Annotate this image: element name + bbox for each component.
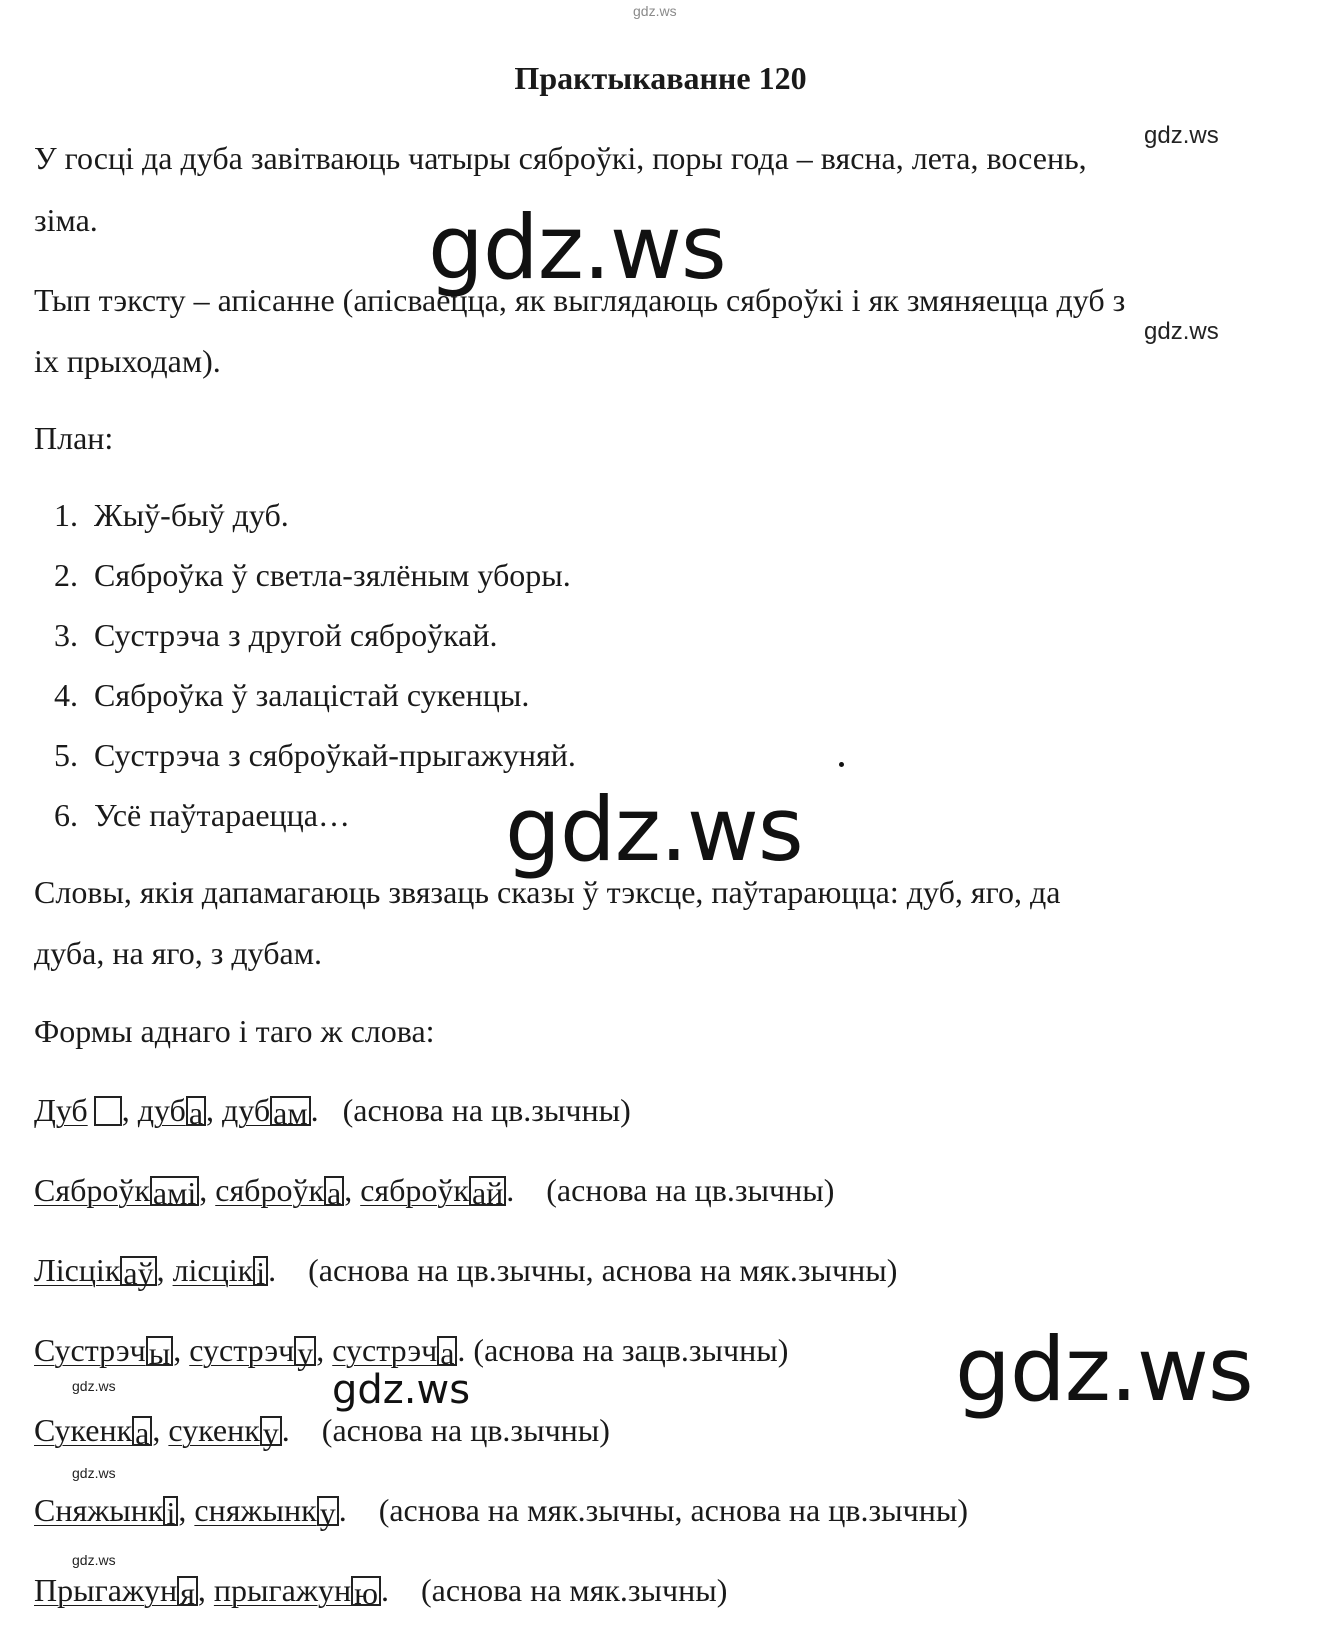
form-note: (аснова на мяк.зычны) bbox=[420, 1572, 728, 1608]
forms-row: Сустрэчы, сустрэчу, сустрэча. (аснова на зацв.зычны) bbox=[34, 1332, 789, 1371]
form-note: (аснова на цв.зычны) bbox=[342, 1092, 631, 1128]
word: дуба bbox=[138, 1092, 206, 1128]
ending-box: у bbox=[260, 1416, 282, 1446]
paragraph-line: дуба, на яго, з дубам. bbox=[34, 935, 322, 971]
page-title: Практыкаванне 120 bbox=[514, 60, 807, 96]
forms-row: Сяброўкамі, сяброўка, сяброўкай. (аснова на цв.зычны) bbox=[34, 1172, 835, 1211]
word: Сустрэчы bbox=[34, 1332, 173, 1368]
paragraph-line: зіма. bbox=[34, 202, 98, 238]
list-item bbox=[34, 677, 529, 714]
watermark-small: gdz.ws bbox=[1144, 318, 1219, 345]
ending-box: а bbox=[437, 1336, 457, 1366]
ending-box-empty bbox=[94, 1096, 122, 1126]
form-note: (аснова на цв.зычны, аснова на мяк.зычны) bbox=[308, 1252, 898, 1288]
ending-box: ам bbox=[270, 1096, 310, 1126]
word: дубам bbox=[222, 1092, 311, 1128]
watermark-small: gdz.ws bbox=[1144, 122, 1219, 149]
list-text: Усё паўтараецца… bbox=[94, 797, 350, 833]
forms-row: Лісцікаў, лісцікі. (аснова на цв.зычны, аснова на мяк.зычны) bbox=[34, 1252, 898, 1291]
watermark-large: gdz.ws bbox=[428, 196, 726, 299]
watermark-tiny: gdz.ws bbox=[72, 1465, 116, 1481]
word: сяброўка bbox=[215, 1172, 344, 1208]
ending-box: я bbox=[177, 1576, 198, 1606]
forms-label: Формы аднаго і таго ж слова: bbox=[34, 1013, 435, 1049]
watermark-large: gdz.ws bbox=[505, 778, 803, 881]
word: лісцікі bbox=[173, 1252, 269, 1288]
watermark-large: gdz.ws bbox=[955, 1318, 1253, 1421]
word: прыгажуню bbox=[214, 1572, 381, 1608]
ending-box: у bbox=[294, 1336, 316, 1366]
paragraph-line: Словы, якія дапамагаюць звязаць сказы ў тэксце, паўтараюцца: дуб, яго, да bbox=[34, 874, 1061, 910]
form-note: (аснова на мяк.зычны, аснова на цв.зычны) bbox=[378, 1492, 968, 1528]
forms-row: Сняжынкі, сняжынку. (аснова на мяк.зычны, аснова на цв.зычны) bbox=[34, 1492, 968, 1531]
ending-box: аў bbox=[120, 1256, 156, 1286]
word: Сукенка bbox=[34, 1412, 152, 1448]
form-note: (аснова на зацв.зычны) bbox=[473, 1332, 789, 1368]
ending-box: а bbox=[132, 1416, 152, 1446]
ending-box: ай bbox=[469, 1176, 506, 1206]
word: Сняжынкі bbox=[34, 1492, 178, 1528]
list-text: Сяброўка ў залацістай сукенцы. bbox=[94, 677, 530, 713]
form-note: (аснова на цв.зычны) bbox=[546, 1172, 835, 1208]
list-text: Сяброўка ў светла-зялёным уборы. bbox=[94, 557, 571, 593]
paragraph-line: іх прыходам). bbox=[34, 343, 221, 379]
word: сустрэча bbox=[332, 1332, 457, 1368]
list-item bbox=[34, 737, 576, 774]
form-note: (аснова на цв.зычны) bbox=[321, 1412, 610, 1448]
word: Сяброўкамі bbox=[34, 1172, 199, 1208]
list-number: 1. bbox=[54, 497, 78, 533]
ending-box: а bbox=[324, 1176, 344, 1206]
forms-row: Прыгажуня, прыгажуню. (аснова на мяк.зычны) bbox=[34, 1572, 728, 1611]
watermark-tiny: gdz.ws bbox=[72, 1378, 116, 1394]
ending-box: і bbox=[163, 1496, 178, 1526]
watermark-top: gdz.ws bbox=[633, 3, 677, 19]
list-item bbox=[34, 557, 571, 594]
list-number: 5. bbox=[54, 737, 78, 773]
ending-box: ы bbox=[146, 1336, 174, 1366]
list-number: 4. bbox=[54, 677, 78, 713]
ending-box: амі bbox=[150, 1176, 199, 1206]
word: сукенку bbox=[168, 1412, 281, 1448]
paragraph-line: У госці да дуба завітваюць чатыры сяброўкі, поры года – вясна, лета, восень, bbox=[34, 140, 1087, 176]
dot-mark bbox=[839, 762, 844, 767]
list-text: Сустрэча з другой сяброўкай. bbox=[94, 617, 498, 653]
list-number: 2. bbox=[54, 557, 78, 593]
ending-box: а bbox=[186, 1096, 206, 1126]
forms-row: Дуб , дуба, дубам. (аснова на цв.зычны) bbox=[34, 1092, 631, 1131]
ending-box: і bbox=[253, 1256, 268, 1286]
watermark-medium: gdz.ws bbox=[332, 1367, 471, 1413]
list-number: 6. bbox=[54, 797, 78, 833]
list-item bbox=[34, 497, 289, 534]
list-item bbox=[34, 797, 350, 834]
plan-label: План: bbox=[34, 420, 114, 456]
list-text: Сустрэча з сяброўкай-прыгажуняй. bbox=[94, 737, 576, 773]
watermark-tiny: gdz.ws bbox=[72, 1552, 116, 1568]
word: Прыгажуня bbox=[34, 1572, 198, 1608]
list-number: 3. bbox=[54, 617, 78, 653]
word: Дуб bbox=[34, 1092, 88, 1128]
word: Лісцікаў bbox=[34, 1252, 157, 1288]
forms-row: Сукенка, сукенку. (аснова на цв.зычны) bbox=[34, 1412, 610, 1451]
word: сустрэчу bbox=[189, 1332, 316, 1368]
word: сняжынку bbox=[194, 1492, 338, 1528]
list-text: Жыў-быў дуб. bbox=[94, 497, 289, 533]
ending-box: ю bbox=[351, 1576, 381, 1606]
ending-box: у bbox=[317, 1496, 339, 1526]
paragraph-line: Тып тэксту – апісанне (апісваецца, як выглядаюць сяброўкі і як змяняецца дуб з bbox=[34, 282, 1126, 318]
list-item bbox=[34, 617, 498, 654]
word: сяброўкай bbox=[360, 1172, 506, 1208]
